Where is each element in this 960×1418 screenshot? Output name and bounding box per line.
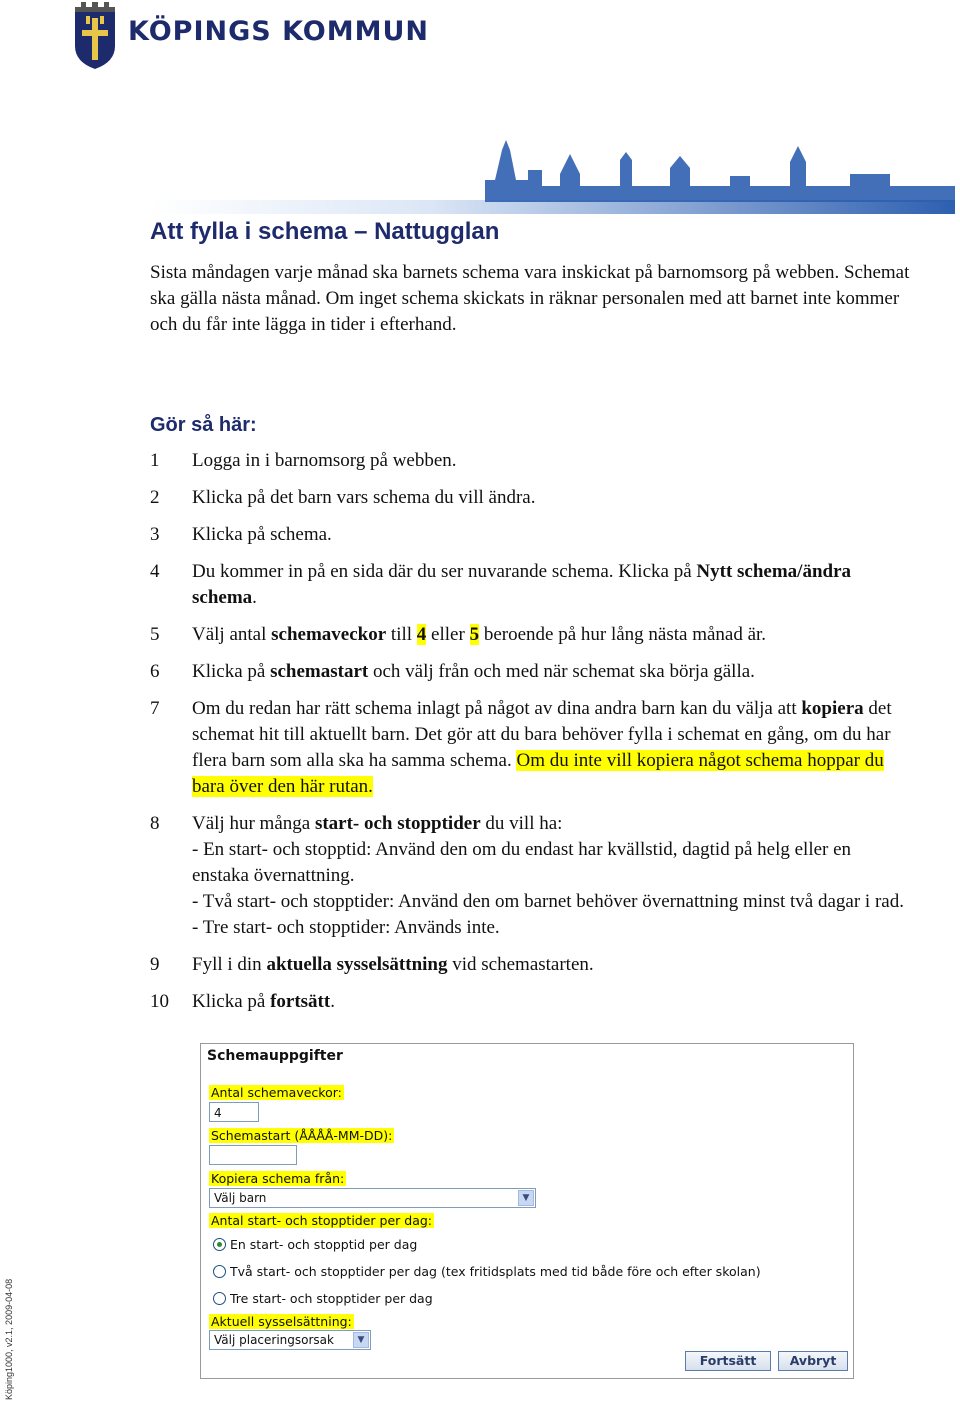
weeks-input[interactable]: 4 <box>209 1102 259 1122</box>
highlighted-note: Om du inte vill kopiera något schema hoppar du bara över den här rutan. <box>192 750 884 797</box>
occupation-select[interactable] <box>209 1330 371 1350</box>
steps-list <box>150 448 910 1026</box>
municipality-logo <box>72 2 430 72</box>
step-text: Välj hur många start- och stopptider du vill ha: - En start- och stopptid: Använd den om du endast har kvällstid, dagtid på helg eller en enstaka övernattning. - Två start- och stopptider: Använd den om barnet behöver övernattning minst två dagar i rad. - Tre start- och stopptider: Används inte. <box>192 813 904 938</box>
step-text: Du kommer in på en sida där du ser nuvarande schema. Klicka på Nytt schema/ändra schema. <box>192 561 852 608</box>
page-title: Att fylla i schema – Nattugglan <box>150 218 500 245</box>
step-4 <box>150 559 910 611</box>
step-3 <box>150 522 910 548</box>
weeks-label: Antal schemaveckor: <box>211 1085 342 1100</box>
step-6 <box>150 659 910 685</box>
step-number: 7 <box>150 698 160 719</box>
step-number: 3 <box>150 524 160 545</box>
brand-name: KÖPINGS KOMMUN <box>128 16 430 47</box>
radio-one-time[interactable] <box>213 1237 417 1252</box>
form-title: Schemauppgifter <box>207 1048 343 1064</box>
coat-of-arms-icon <box>72 2 118 70</box>
step-number: 1 <box>150 450 160 471</box>
step-1 <box>150 448 910 474</box>
schedule-form <box>200 1043 854 1379</box>
step-number: 9 <box>150 954 160 975</box>
copy-selected-value: Välj barn <box>214 1191 267 1205</box>
step-9 <box>150 952 910 978</box>
step-8 <box>150 811 910 941</box>
start-date-label: Schemastart (ÅÅÅÅ-MM-DD): <box>211 1128 393 1143</box>
step-text: Klicka på schemastart och välj från och med när schemat ska börja gälla. <box>192 661 755 682</box>
step-text: Fyll i din aktuella sysselsättning vid schemastarten. <box>192 954 594 975</box>
times-label: Antal start- och stopptider per dag: <box>211 1213 433 1228</box>
step-5 <box>150 622 910 648</box>
radio-three-times[interactable] <box>213 1291 433 1306</box>
step-text: Klicka på fortsätt. <box>192 991 335 1012</box>
radio-selected-icon[interactable] <box>213 1238 226 1251</box>
chevron-down-icon[interactable]: ▼ <box>353 1332 369 1348</box>
copy-label: Kopiera schema från: <box>211 1171 345 1186</box>
radio-icon[interactable] <box>213 1265 226 1278</box>
step-7 <box>150 696 910 800</box>
continue-button[interactable]: Fortsätt <box>685 1351 771 1371</box>
how-to-heading: Gör så här: <box>150 414 257 436</box>
radio-label: Två start- och stopptider per dag (tex fritidsplats med tid både före och efter skolan) <box>230 1264 761 1279</box>
step-text: Klicka på schema. <box>192 524 332 545</box>
step-text: Klicka på det barn vars schema du vill ändra. <box>192 487 536 508</box>
step-10 <box>150 989 910 1015</box>
radio-two-times[interactable] <box>213 1264 761 1279</box>
step-number: 6 <box>150 661 160 682</box>
step-number: 4 <box>150 561 160 582</box>
chevron-down-icon[interactable]: ▼ <box>518 1190 534 1206</box>
occupation-selected-value: Välj placeringsorsak <box>214 1333 334 1347</box>
cancel-button[interactable]: Avbryt <box>778 1351 848 1371</box>
step-number: 10 <box>150 991 169 1012</box>
step-number: 8 <box>150 813 160 834</box>
document-version-note: Köping1000, v2.1, 2009-04-08 <box>4 1278 14 1400</box>
occupation-label: Aktuell sysselsättning: <box>211 1314 352 1329</box>
step-number: 2 <box>150 487 160 508</box>
step-number: 5 <box>150 624 160 645</box>
step-text: Välj antal schemaveckor till 4 eller 5 beroende på hur lång nästa månad är. <box>192 624 767 645</box>
radio-label: Tre start- och stopptider per dag <box>230 1291 433 1306</box>
step-text: Logga in i barnomsorg på webben. <box>192 450 457 471</box>
step-2 <box>150 485 910 511</box>
intro-paragraph: Sista måndagen varje månad ska barnets schema vara inskickat på barnomsorg på webben. Schemat ska gälla nästa månad. Om inget schema skickats in räknar personalen med att barnet inte kommer och du får inte lägga in tider i efterhand. <box>150 262 910 335</box>
skyline-banner <box>150 140 955 216</box>
radio-icon[interactable] <box>213 1292 226 1305</box>
copy-from-select[interactable] <box>209 1188 536 1208</box>
start-date-input[interactable] <box>209 1145 297 1165</box>
radio-label: En start- och stopptid per dag <box>230 1237 418 1252</box>
step-text: Om du redan har rätt schema inlagt på något av dina andra barn kan du välja att kopiera det schemat hit till aktuellt barn. Det gör att du bara behöver fylla i schemat en gång, om du har flera barn som alla ska ha samma schema. Om du inte vill kopiera något schema hoppar du bara över den här rutan. <box>192 698 892 797</box>
